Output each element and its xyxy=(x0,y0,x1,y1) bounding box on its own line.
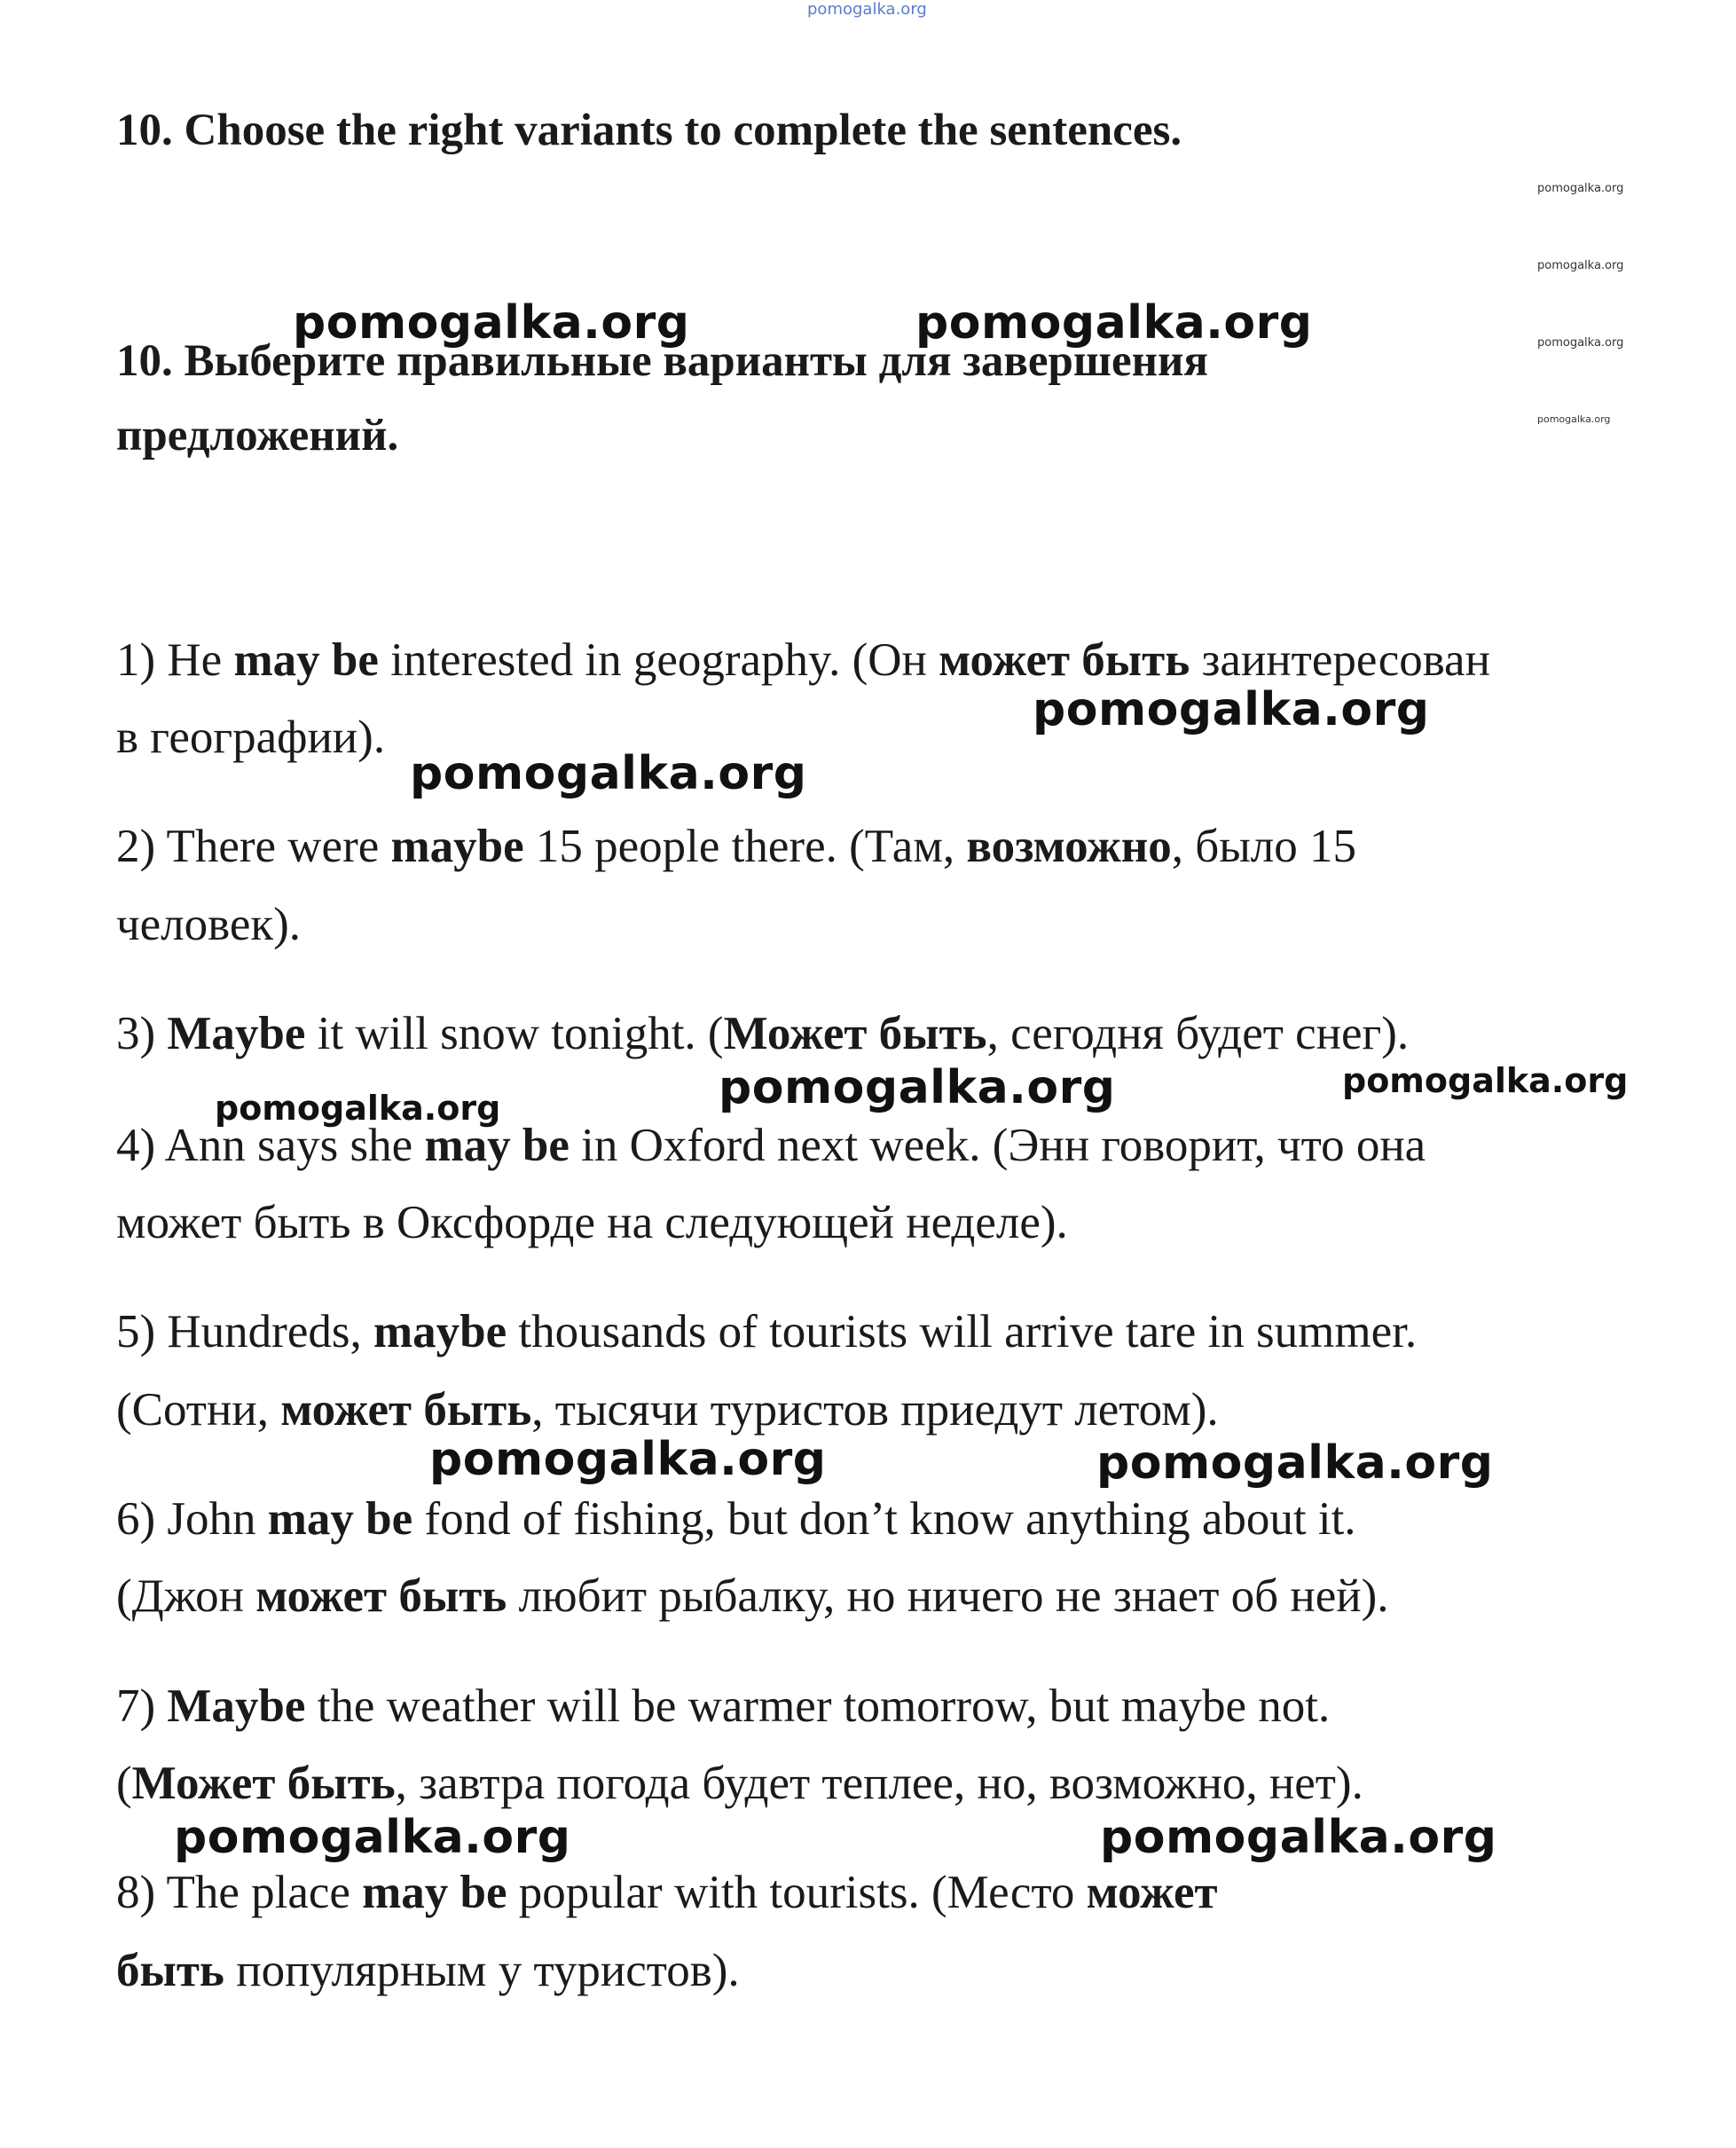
sentence-7-line-1: 7) Maybe the weather will be warmer tomorrow, but maybe not. xyxy=(116,1680,1331,1732)
watermark: pomogalka.org xyxy=(1033,683,1430,736)
side-watermark: pomogalka.org xyxy=(1537,259,1624,272)
side-watermark: pomogalka.org xyxy=(1537,413,1611,425)
sentence-6-line-2: (Джон может быть любит рыбалку, но ничего не знает об ней). xyxy=(116,1570,1389,1622)
top-watermark: pomogalka.org xyxy=(807,0,927,19)
watermark: pomogalka.org xyxy=(915,296,1313,350)
sentence-2-line-2: человек). xyxy=(116,899,302,950)
sentence-8-line-1: 8) The place may be popular with tourists. (Место может xyxy=(116,1867,1218,1918)
watermark: pomogalka.org xyxy=(1342,1061,1629,1100)
sentence-5-line-1: 5) Hundreds, maybe thousands of tourists will arrive tare in summer. xyxy=(116,1306,1418,1357)
watermark: pomogalka.org xyxy=(429,1433,827,1486)
sentence-4-line-2: может быть в Оксфорде на следующей неделе). xyxy=(116,1197,1068,1248)
watermark: pomogalka.org xyxy=(719,1061,1116,1114)
sentence-1-line-1: 1) He may be interested in geography. (Он может быть заинтересован xyxy=(116,634,1490,686)
watermark: pomogalka.org xyxy=(410,747,807,800)
sentence-1-line-2: в географии). xyxy=(116,712,386,763)
sentence-6-line-1: 6) John may be fond of fishing, but don’t know anything about it. xyxy=(116,1493,1356,1545)
sentence-7-line-2: (Может быть, завтра погода будет теплее, но, возможно, нет). xyxy=(116,1758,1363,1809)
watermark: pomogalka.org xyxy=(174,1811,571,1864)
side-watermark: pomogalka.org xyxy=(1537,182,1624,195)
side-watermark: pomogalka.org xyxy=(1537,336,1624,350)
task-title-english: 10. Choose the right variants to complete the sentences. xyxy=(116,106,1182,155)
watermark: pomogalka.org xyxy=(1096,1436,1494,1490)
sentence-4-line-1: 4) Ann says she may be in Oxford next week. (Энн говорит, что она xyxy=(116,1120,1426,1171)
sentence-2-line-1: 2) There were maybe 15 people there. (Там, возможно, было 15 xyxy=(116,821,1357,872)
watermark: pomogalka.org xyxy=(215,1089,501,1128)
sentence-3-line-1: 3) Maybe it will snow tonight. (Может быть, сегодня будет снег). xyxy=(116,1008,1410,1059)
watermark: pomogalka.org xyxy=(293,296,690,350)
task-title-russian-line-1: 10. Выберите правильные варианты для завершения xyxy=(116,336,1208,386)
sentence-8-line-2: быть популярным у туристов). xyxy=(116,1945,740,1996)
sentence-5-line-2: (Сотни, может быть, тысячи туристов приедут летом). xyxy=(116,1384,1219,1436)
task-title-russian-line-2: предложений. xyxy=(116,411,399,460)
watermark: pomogalka.org xyxy=(1100,1811,1497,1864)
